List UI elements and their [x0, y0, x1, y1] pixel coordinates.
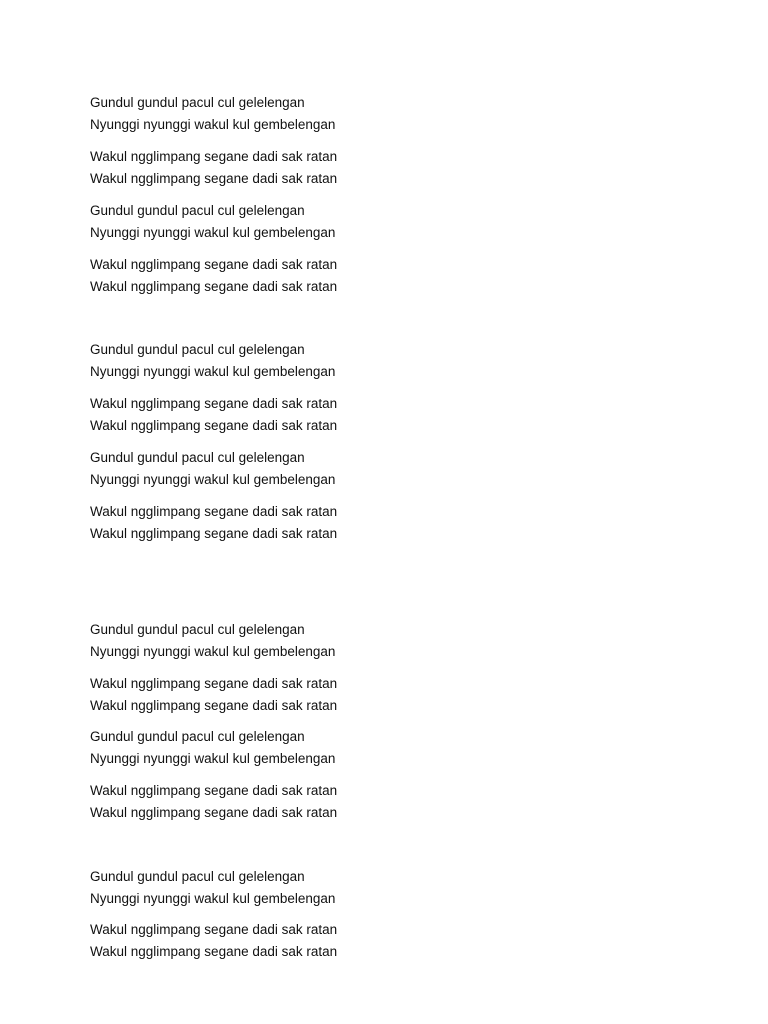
text-line: Wakul ngglimpang segane dadi sak ratan: [90, 676, 338, 691]
text-line: Gundul gundul pacul cul gelelengan: [90, 729, 305, 744]
text-line: Gundul gundul pacul cul gelelengan: [90, 450, 305, 465]
text-line: Gundul gundul pacul cul gelelengan: [90, 203, 305, 218]
text-line: Nyunggi nyunggi wakul kul gembelengan: [90, 471, 336, 487]
stanza: [90, 254, 510, 297]
text-line: Wakul ngglimpang segane dadi sak ratan: [90, 149, 338, 164]
text-line: Nyunggi nyunggi wakul kul gembelengan: [90, 116, 336, 132]
text-line: Nyunggi nyunggi wakul kul gembelengan: [90, 890, 336, 906]
text-line: Wakul ngglimpang segane dadi sak ratan: [90, 804, 338, 820]
stanza: [90, 393, 510, 436]
text-line: Wakul ngglimpang segane dadi sak ratan: [90, 396, 338, 411]
text-line: Wakul ngglimpang segane dadi sak ratan: [90, 278, 338, 294]
text-line: Wakul ngglimpang segane dadi sak ratan: [90, 170, 338, 186]
text-line: Nyunggi nyunggi wakul kul gembelengan: [90, 750, 336, 766]
stanza: [90, 447, 510, 490]
stanza: [90, 146, 510, 189]
text-line: Nyunggi nyunggi wakul kul gembelengan: [90, 363, 336, 379]
stanza: [90, 726, 510, 769]
text-line: Gundul gundul pacul cul gelelengan: [90, 342, 305, 357]
text-line: Wakul ngglimpang segane dadi sak ratan: [90, 697, 338, 713]
stanza: [90, 780, 510, 823]
text-line: Wakul ngglimpang segane dadi sak ratan: [90, 504, 338, 519]
stanza: [90, 919, 510, 962]
text-line: Wakul ngglimpang segane dadi sak ratan: [90, 257, 338, 272]
text-line: Nyunggi nyunggi wakul kul gembelengan: [90, 224, 336, 240]
text-line: Wakul ngglimpang segane dadi sak ratan: [90, 525, 338, 541]
text-line: Gundul gundul pacul cul gelelengan: [90, 869, 305, 884]
text-line: Gundul gundul pacul cul gelelengan: [90, 95, 305, 110]
stanza: [90, 200, 510, 243]
text-line: Nyunggi nyunggi wakul kul gembelengan: [90, 643, 336, 659]
text-line: Wakul ngglimpang segane dadi sak ratan: [90, 943, 338, 959]
text-line: Wakul ngglimpang segane dadi sak ratan: [90, 922, 338, 937]
stanza: [90, 673, 510, 716]
stanza: [90, 92, 510, 135]
text-line: Wakul ngglimpang segane dadi sak ratan: [90, 417, 338, 433]
stanza: [90, 619, 510, 662]
stanza: [90, 501, 510, 544]
text-line: Gundul gundul pacul cul gelelengan: [90, 622, 305, 637]
text-line: Wakul ngglimpang segane dadi sak ratan: [90, 783, 338, 798]
stanza: [90, 339, 510, 382]
stanza: [90, 866, 510, 909]
